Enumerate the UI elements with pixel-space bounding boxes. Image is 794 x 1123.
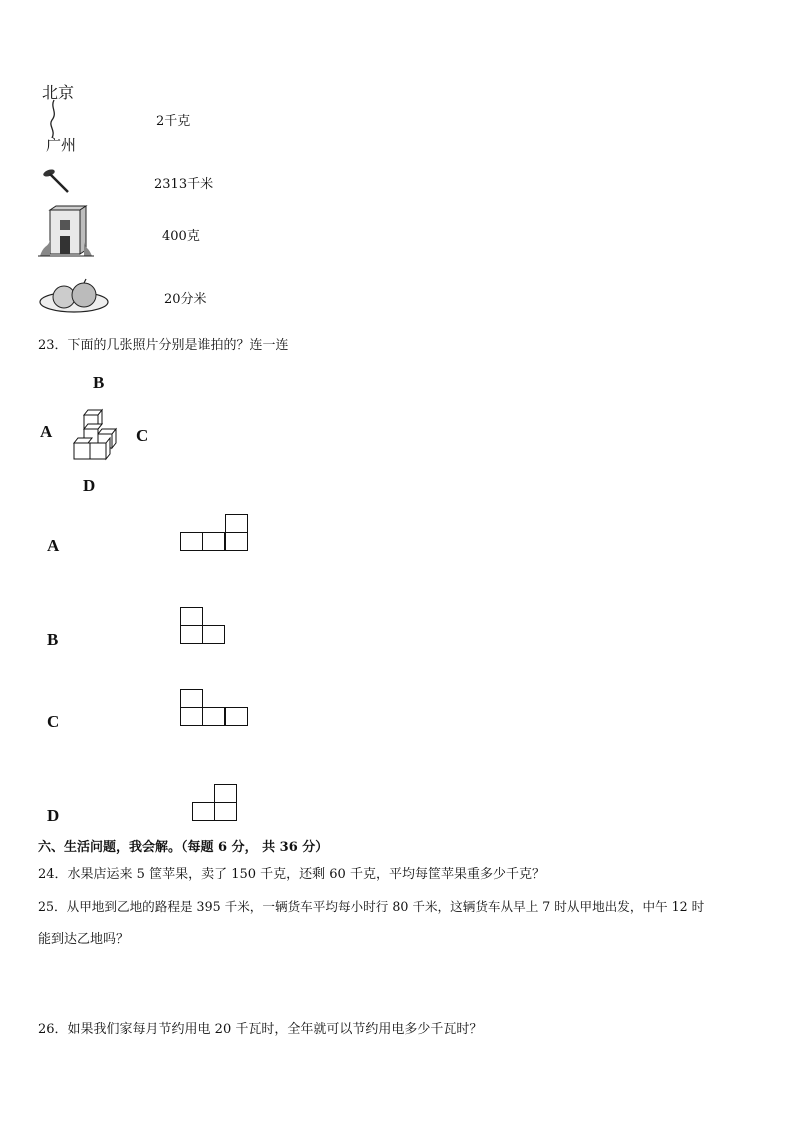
option-label-b: B <box>47 630 59 649</box>
view-label-right: C <box>136 426 149 445</box>
view-shape-b <box>180 607 230 647</box>
view-label-top: B <box>93 373 105 392</box>
view-shape-c <box>180 689 252 729</box>
option-label-d: D <box>47 806 60 825</box>
question-25-line-2: 能到达乙地吗？ <box>38 932 130 947</box>
nail-icon <box>40 166 74 196</box>
view-label-bottom: D <box>83 476 96 495</box>
map-label-top: 北京 <box>42 83 75 102</box>
section-6-title: 六、生活问题，我会解。（每题 6 分， 共 36 分） <box>38 840 329 855</box>
question-25-line-1: 25．从甲地到乙地的路程是 395 千米，一辆货车平均每小时行 80 千米，这辆货车从早上 7 时从甲地出发，中午 12 时 <box>38 899 705 914</box>
apple-plate-icon <box>38 276 110 316</box>
option-label-c: C <box>47 712 60 731</box>
match-value-1: 2千克 <box>156 114 191 129</box>
match-value-4: 20分米 <box>164 292 207 307</box>
question-23: 23．下面的几张照片分别是谁拍的？连一连 <box>38 338 289 353</box>
match-value-3: 400克 <box>162 229 200 244</box>
view-label-left: A <box>40 422 53 441</box>
beijing-guangzhou-map-icon <box>40 80 82 156</box>
cube-stack-figure <box>72 407 120 461</box>
map-label-bottom: 广州 <box>46 136 77 154</box>
view-shape-a <box>180 514 250 554</box>
question-24: 24．水果店运来 5 筐苹果，卖了 150 千克，还剩 60 千克，平均每筐苹果重多少千克？ <box>38 867 545 882</box>
match-value-2: 2313千米 <box>154 177 214 192</box>
option-label-a: A <box>47 536 60 555</box>
question-26: 26．如果我们家每月节约用电 20 千瓦时，全年就可以节约用电多少千瓦时？ <box>38 1022 483 1037</box>
building-icon <box>38 204 94 258</box>
view-shape-d <box>192 784 242 824</box>
